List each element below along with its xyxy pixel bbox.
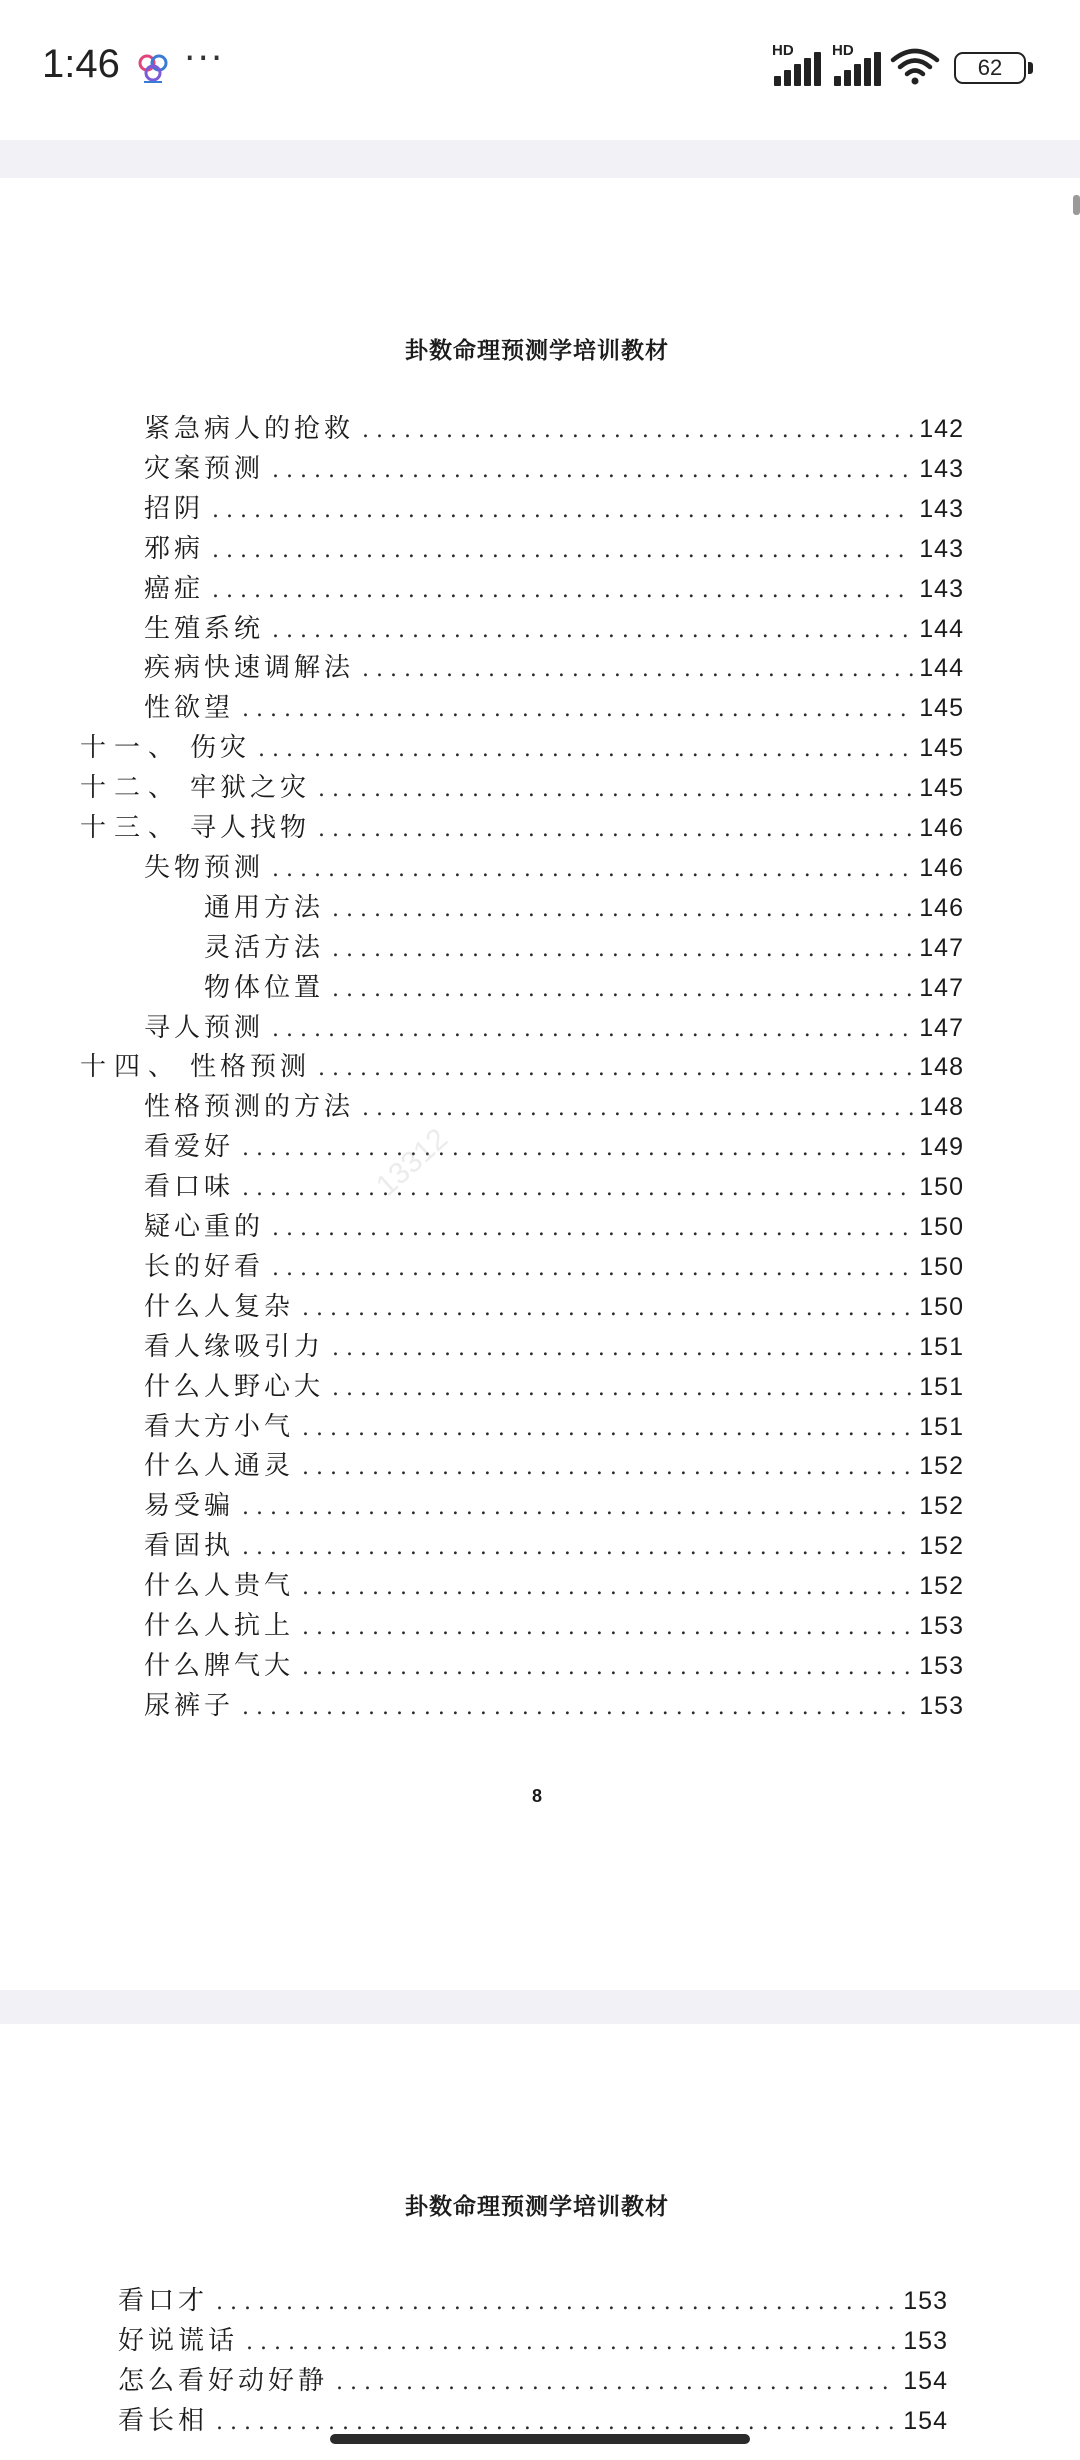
- toc-leader-dots: [302, 1416, 913, 1441]
- toc-entry-number: 十四、: [80, 1052, 183, 1083]
- toc-entry-title: 看人缘吸引力: [144, 1331, 325, 1362]
- toc-entry-page: 146: [919, 893, 964, 922]
- toc-entry[interactable]: [144, 608, 964, 648]
- toc-entry-page: 150: [919, 1292, 964, 1321]
- toc-entry-page: 149: [919, 1133, 964, 1162]
- toc-entry-page: 148: [919, 1093, 964, 1122]
- toc-leader-dots: [302, 1296, 913, 1321]
- toc-leader-dots: [242, 1176, 913, 1201]
- toc-entry-title: 什么人通灵: [144, 1451, 295, 1482]
- hd-label: HD: [832, 42, 854, 59]
- toc-leader-dots: [272, 1256, 913, 1281]
- toc-entry[interactable]: [144, 448, 964, 488]
- toc-entry[interactable]: [118, 2280, 948, 2320]
- toc-leader-dots: [212, 498, 913, 523]
- toc-entry-title: 看固执: [144, 1531, 235, 1562]
- toc-entry-number: 十一、: [80, 733, 183, 764]
- toc-entry[interactable]: [144, 568, 964, 608]
- toc-entry-page: 145: [919, 774, 964, 803]
- toc-entry[interactable]: [144, 687, 964, 727]
- toc-entry-title: 寻人找物: [190, 813, 311, 843]
- app-icon: [136, 50, 170, 84]
- toc-entry-page: 144: [919, 614, 964, 643]
- toc-entry-page: 153: [919, 1612, 964, 1640]
- toc-entry-page: 151: [919, 1332, 964, 1361]
- toc-entry[interactable]: [118, 2360, 948, 2400]
- toc-leader-dots: [272, 857, 913, 882]
- page-header: 卦数命理预测学培训教材: [405, 337, 669, 364]
- toc-leader-dots: [242, 1495, 913, 1520]
- toc-entry-title: 怎么看好动好静: [118, 2365, 329, 2396]
- toc-entry[interactable]: [144, 1605, 964, 1645]
- toc-entry-page: 153: [903, 2326, 948, 2355]
- page-number: 8: [531, 1786, 542, 1806]
- toc-entry[interactable]: [144, 1286, 964, 1326]
- toc-leader-dots: [212, 578, 913, 603]
- toc-entry[interactable]: [144, 1645, 964, 1685]
- toc-entry-title: 牢狱之灾: [190, 773, 311, 804]
- toc-entry[interactable]: [80, 727, 964, 767]
- watermark: 13312: [370, 1122, 455, 1203]
- toc-leader-dots: [362, 1096, 913, 1121]
- toc-entry[interactable]: [144, 1406, 964, 1446]
- toc-entry-page: 153: [903, 2287, 948, 2315]
- toc-leader-dots: [272, 458, 913, 483]
- toc-entry[interactable]: [144, 1086, 964, 1126]
- toc-entry-title: 物体位置: [204, 972, 325, 1003]
- toc-entry-page: 148: [919, 1053, 964, 1082]
- toc-entry-page: 154: [903, 2366, 948, 2395]
- toc-entry[interactable]: [144, 1126, 964, 1166]
- toc-entry-page: 150: [919, 1252, 964, 1281]
- toc-entry-title: 疾病快速调解法: [144, 653, 355, 684]
- toc-entry[interactable]: [144, 1445, 964, 1485]
- toc-leader-dots: [302, 1655, 913, 1680]
- toc-entry[interactable]: [144, 1007, 964, 1047]
- toc-entry[interactable]: [144, 647, 964, 687]
- toc-entry-title: 生殖系统: [144, 613, 265, 644]
- toc-leader-dots: [362, 657, 913, 682]
- toc-entry-title: 癌症: [144, 573, 205, 604]
- toc-entry-title: 灾案预测: [144, 453, 265, 484]
- toc-entry-page: 152: [919, 1572, 964, 1601]
- toc-entry-title: 招阴: [144, 493, 205, 524]
- toc-entry-page: 150: [919, 1173, 964, 1202]
- toc-leader-dots: [272, 618, 913, 643]
- battery-tip: [1028, 62, 1033, 74]
- toc-entry-title: 性格预测的方法: [144, 1092, 355, 1123]
- toc-entry-title: 性格预测: [190, 1052, 311, 1083]
- toc-leader-dots: [332, 1376, 913, 1401]
- toc-leader-dots: [242, 1535, 913, 1560]
- toc-entry[interactable]: [144, 528, 964, 568]
- toc-entry-page: 153: [919, 1651, 964, 1680]
- toc-entry-page: 142: [919, 415, 964, 443]
- page-gap: [0, 1990, 1080, 2024]
- battery-icon: 62: [954, 52, 1026, 84]
- toc-entry-title: 疑心重的: [144, 1212, 265, 1242]
- toc-entry-title: 看口才: [118, 2286, 209, 2316]
- toc-entry-title: 通用方法: [204, 892, 325, 923]
- toc-leader-dots: [216, 2290, 897, 2315]
- toc-entry-page: 152: [919, 1452, 964, 1481]
- toc-entry-title: 什么人野心大: [144, 1371, 325, 1402]
- toc-entry[interactable]: [204, 967, 964, 1007]
- toc-entry-page: 153: [919, 1691, 964, 1720]
- toc-leader-dots: [216, 2410, 897, 2435]
- toc-entry-page: 147: [919, 973, 964, 1002]
- toc-entry[interactable]: [144, 1166, 964, 1206]
- toc-entry[interactable]: [144, 408, 964, 448]
- toc-entry[interactable]: [144, 847, 964, 887]
- toc-entry-title: 伤灾: [190, 733, 251, 764]
- wifi-icon: [890, 46, 940, 86]
- toc-entry-page: 146: [919, 853, 964, 882]
- toc-entry-title: 看长相: [118, 2405, 209, 2436]
- toc-leader-dots: [302, 1575, 913, 1600]
- toc-entry-title: 什么脾气大: [144, 1650, 295, 1681]
- toc-entry[interactable]: [144, 1525, 964, 1565]
- toc-entry[interactable]: [118, 2320, 948, 2360]
- toc-entry-page: 143: [919, 454, 964, 483]
- toc-entry-page: 143: [919, 534, 964, 563]
- toc-entry-title: 尿裤子: [144, 1690, 235, 1721]
- toc-entry-page: 144: [919, 654, 964, 683]
- toc-entry-page: 152: [919, 1492, 964, 1521]
- page-gap: [0, 140, 1080, 178]
- toc-leader-dots: [332, 1336, 913, 1361]
- toc-entry-page: 151: [919, 1372, 964, 1401]
- toc-entry-page: 143: [919, 574, 964, 603]
- toc-leader-dots: [318, 777, 913, 802]
- toc-entry-title: 性欲望: [144, 693, 235, 724]
- toc-entry-page: 146: [919, 814, 964, 842]
- toc-entry-number: 十二、: [80, 773, 183, 804]
- toc-entry[interactable]: [144, 1326, 964, 1366]
- hd-label: HD: [772, 42, 794, 59]
- toc-entry-title: 好说谎话: [118, 2325, 239, 2356]
- toc-leader-dots: [242, 1695, 913, 1720]
- toc-entry-page: 147: [919, 933, 964, 962]
- toc-entry-page: 147: [919, 1013, 964, 1042]
- toc-leader-dots: [332, 937, 913, 962]
- toc-entry-title: 寻人预测: [144, 1012, 265, 1043]
- toc-leader-dots: [242, 697, 913, 722]
- toc-entry[interactable]: [204, 887, 964, 927]
- home-indicator[interactable]: [330, 2434, 750, 2444]
- toc-entry-page: 154: [903, 2406, 948, 2435]
- toc-entry[interactable]: [144, 1485, 964, 1525]
- toc-leader-dots: [246, 2330, 897, 2355]
- toc-entry-title: 什么人贵气: [144, 1571, 295, 1602]
- toc-entry-title: 易受骗: [144, 1491, 235, 1522]
- toc-entry[interactable]: [144, 1206, 964, 1246]
- page-header: 卦数命理预测学培训教材: [405, 2193, 669, 2220]
- status-time: 1:46: [42, 42, 120, 86]
- toc-entry-title: 看大方小气: [144, 1411, 295, 1442]
- toc-entry-page: 151: [919, 1412, 964, 1441]
- toc-leader-dots: [242, 1136, 913, 1161]
- toc-entry[interactable]: [144, 1565, 964, 1605]
- toc-entry-page: 145: [919, 734, 964, 763]
- toc-leader-dots: [272, 1216, 913, 1241]
- toc-entry-number: 十三、: [80, 813, 183, 843]
- toc-leader-dots: [318, 817, 913, 842]
- toc-leader-dots: [318, 1056, 913, 1081]
- toc-entry-title: 邪病: [144, 533, 205, 564]
- toc-entry[interactable]: [80, 767, 964, 807]
- toc-leader-dots: [362, 418, 913, 443]
- toc-entry[interactable]: [144, 488, 964, 528]
- toc-leader-dots: [272, 1017, 913, 1042]
- toc-entry-title: 灵活方法: [204, 932, 325, 963]
- toc-leader-dots: [258, 737, 913, 762]
- toc-entry-page: 145: [919, 694, 964, 723]
- toc-entry-page: 152: [919, 1532, 964, 1561]
- toc-entry[interactable]: [144, 1366, 964, 1406]
- toc-entry-title: 失物预测: [144, 852, 265, 883]
- status-bar: [0, 0, 1080, 140]
- toc-entry[interactable]: [204, 927, 964, 967]
- toc-leader-dots: [332, 897, 913, 922]
- signal-icon: [832, 42, 886, 86]
- toc-leader-dots: [212, 538, 913, 563]
- document-page[interactable]: [0, 2024, 1074, 2460]
- toc-entry-page: 150: [919, 1213, 964, 1241]
- toc-entry[interactable]: [80, 1046, 964, 1086]
- toc-entry[interactable]: [80, 807, 964, 847]
- toc-entry-title: 长的好看: [144, 1251, 265, 1282]
- toc-leader-dots: [302, 1615, 913, 1640]
- toc-entry-page: 143: [919, 494, 964, 523]
- toc-entry[interactable]: [144, 1685, 964, 1725]
- toc-entry-title: 看口味: [144, 1172, 235, 1203]
- document-page[interactable]: [0, 178, 1074, 1990]
- toc-leader-dots: [302, 1455, 913, 1480]
- toc-entry-title: 什么人复杂: [144, 1291, 295, 1322]
- toc-entry-title: 紧急病人的抢救: [144, 414, 355, 444]
- signal-icon: [772, 42, 826, 86]
- toc-leader-dots: [332, 977, 913, 1002]
- toc-leader-dots: [336, 2370, 897, 2395]
- toc-entry-title: 看爱好: [144, 1132, 235, 1163]
- toc-entry-title: 什么人抗上: [144, 1611, 295, 1641]
- scrollbar-thumb[interactable]: [1073, 195, 1080, 215]
- toc-entry[interactable]: [144, 1246, 964, 1286]
- more-notifications-icon: ···: [184, 38, 225, 79]
